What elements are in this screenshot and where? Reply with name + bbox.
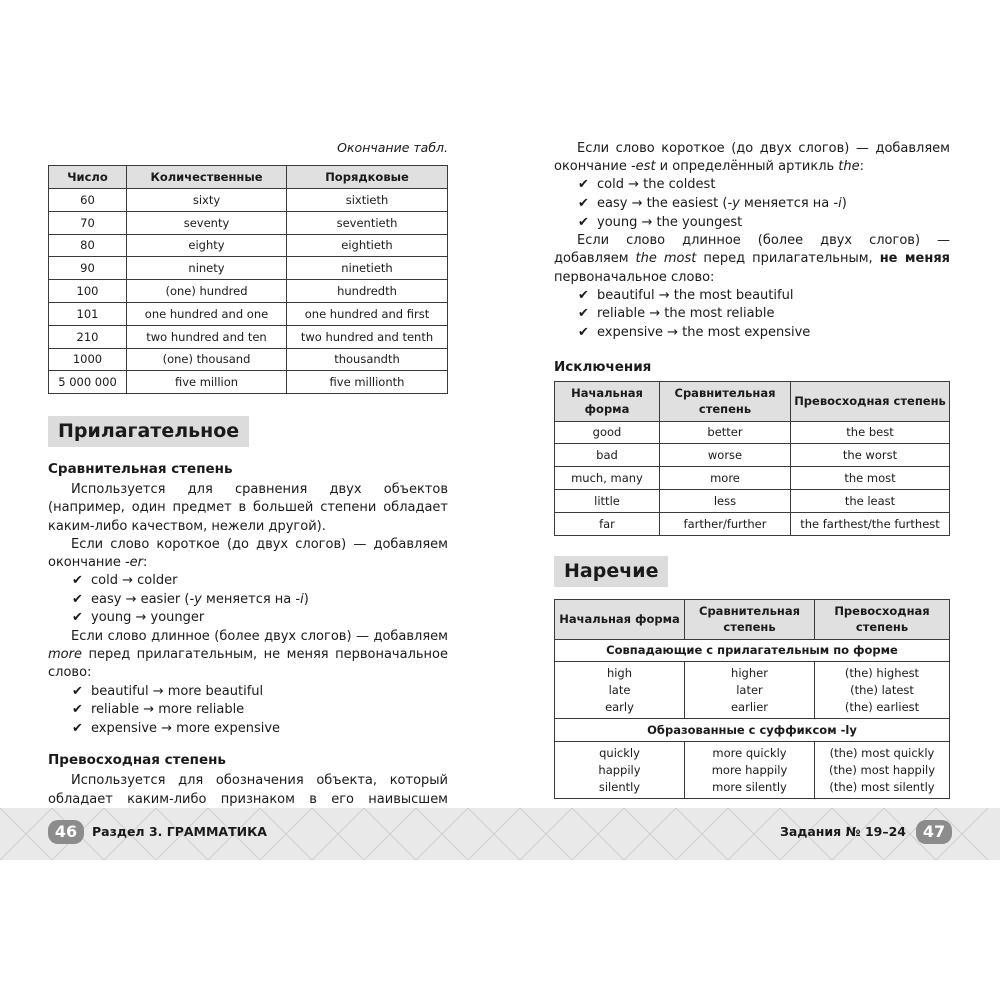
table-header-row bbox=[555, 599, 950, 639]
cell-line: (the) latest bbox=[850, 683, 914, 698]
example-text: cold → the coldest bbox=[597, 177, 716, 193]
superlative-short-rule bbox=[554, 140, 950, 176]
check-icon: ✔ bbox=[72, 591, 83, 607]
cardinal-cell: (one) thousand bbox=[127, 348, 287, 371]
superlative-cell: the best bbox=[791, 421, 950, 444]
list-item bbox=[578, 176, 950, 195]
comparative-paragraph: Используется для сравнения двух объектов (например, один предмет в большей степени обладает каким-либо качеством, нежели другой). bbox=[48, 482, 448, 534]
check-icon: ✔ bbox=[578, 196, 589, 211]
list-item bbox=[578, 305, 950, 324]
left-running-head: Раздел 3. ГРАММАТИКА bbox=[92, 824, 267, 839]
cell-line: silently bbox=[598, 779, 641, 794]
example-note-italic: -y bbox=[189, 591, 202, 607]
superlative-long-examples bbox=[578, 287, 950, 343]
right-page-number: 47 bbox=[916, 820, 952, 844]
comparative-cell: farther/further bbox=[660, 512, 791, 535]
number-cell: 70 bbox=[49, 211, 127, 234]
example-text: easy → easier ( bbox=[91, 591, 190, 607]
cell-line: happily bbox=[598, 762, 641, 777]
comparative-cell: less bbox=[660, 489, 791, 512]
header-base-form: Начальная форма bbox=[555, 381, 660, 421]
cardinal-cell: one hundred and one bbox=[127, 302, 287, 325]
number-cell: 5 000 000 bbox=[49, 371, 127, 394]
example-note-end: ) bbox=[303, 591, 309, 607]
rule-text-end: : bbox=[143, 554, 148, 570]
check-icon: ✔ bbox=[72, 702, 83, 718]
superlative-heading: Превосходная степень bbox=[48, 752, 226, 769]
base-cell: far bbox=[555, 512, 660, 535]
cell-line: earlier bbox=[730, 699, 769, 714]
number-cell: 60 bbox=[49, 189, 127, 212]
table-row bbox=[49, 325, 448, 348]
superlative-long-rule bbox=[554, 232, 950, 287]
example-note: меняется на bbox=[201, 591, 296, 607]
cardinal-cell: (one) hundred bbox=[127, 280, 287, 303]
rule-word: the most bbox=[635, 251, 697, 267]
superlative-cell: the farthest/the furthest bbox=[791, 512, 950, 535]
header-comparative: Сравнительная степень bbox=[685, 599, 815, 639]
ordinal-cell: five millionth bbox=[287, 371, 448, 394]
comparative-heading: Сравнительная степень bbox=[48, 461, 233, 478]
list-item bbox=[578, 324, 950, 343]
header-ordinal: Порядковые bbox=[287, 166, 448, 189]
table-header-row bbox=[555, 381, 950, 421]
table-row bbox=[49, 257, 448, 280]
cell-line: (the) earliest bbox=[844, 699, 920, 714]
check-icon: ✔ bbox=[72, 610, 83, 626]
cardinal-cell: seventy bbox=[127, 211, 287, 234]
check-icon: ✔ bbox=[578, 177, 589, 193]
right-page bbox=[554, 140, 950, 799]
cell-line: later bbox=[736, 683, 763, 698]
cell-line: more silently bbox=[712, 779, 787, 794]
superlative-cell bbox=[815, 742, 950, 799]
check-icon: ✔ bbox=[578, 324, 589, 340]
table-row bbox=[555, 444, 950, 467]
list-item bbox=[72, 701, 448, 720]
number-cell: 100 bbox=[49, 280, 127, 303]
rule-text-end: перед прилагательным, не меняя первоначальное слово: bbox=[48, 647, 448, 681]
table-row bbox=[49, 280, 448, 303]
table-row bbox=[555, 467, 950, 490]
rule-text: и определённый артикль bbox=[655, 159, 839, 175]
base-cell bbox=[555, 662, 685, 719]
number-cell: 101 bbox=[49, 302, 127, 325]
superlative-short-examples bbox=[578, 176, 950, 232]
cardinal-cell: sixty bbox=[127, 189, 287, 212]
comparative-cell bbox=[685, 662, 815, 719]
example-text: reliable → the most reliable bbox=[597, 306, 775, 322]
cardinal-cell: five million bbox=[127, 371, 287, 394]
group-row bbox=[555, 719, 950, 742]
example-note-end: ) bbox=[841, 196, 847, 211]
rule-suffix: -est bbox=[630, 159, 656, 175]
check-icon: ✔ bbox=[578, 214, 589, 230]
check-icon: ✔ bbox=[578, 287, 589, 303]
cardinal-cell: eighty bbox=[127, 234, 287, 257]
rule-text: Если слово короткое (до двух слогов) — добавляем окончание bbox=[554, 141, 950, 175]
group-title: Совпадающие с прилагательным по форме bbox=[555, 639, 950, 662]
header-comparative: Сравнительная степень bbox=[660, 381, 791, 421]
section-title-adjective: Прилагательное bbox=[48, 416, 249, 447]
left-page bbox=[48, 140, 448, 827]
number-cell: 80 bbox=[49, 234, 127, 257]
ordinal-cell: seventieth bbox=[287, 211, 448, 234]
rule-text: перед прилагательным, bbox=[696, 251, 880, 267]
ordinal-cell: sixtieth bbox=[287, 189, 448, 212]
group-title: Образованные с суффиксом -ly bbox=[555, 719, 950, 742]
example-note-italic: -i bbox=[295, 591, 304, 607]
base-cell: much, many bbox=[555, 467, 660, 490]
exceptions-heading: Исключения bbox=[554, 358, 652, 375]
ordinal-cell: ninetieth bbox=[287, 257, 448, 280]
ordinal-cell: thousandth bbox=[287, 348, 448, 371]
rule-suffix: -er bbox=[124, 554, 144, 570]
comparative-cell: better bbox=[660, 421, 791, 444]
header-superlative: Превосходная степень bbox=[791, 381, 950, 421]
cell-line: more happily bbox=[711, 762, 788, 777]
list-item bbox=[72, 683, 448, 702]
header-number: Число bbox=[49, 166, 127, 189]
superlative-cell: the least bbox=[791, 489, 950, 512]
base-cell bbox=[555, 742, 685, 799]
adverb-table bbox=[554, 599, 950, 800]
table-row bbox=[49, 211, 448, 234]
check-icon: ✔ bbox=[72, 573, 83, 589]
cell-line: higher bbox=[731, 666, 768, 681]
list-item bbox=[578, 195, 950, 214]
rule-article: the bbox=[838, 159, 860, 175]
example-text: reliable → more reliable bbox=[91, 702, 245, 718]
example-text: beautiful → more beautiful bbox=[91, 683, 264, 699]
cell-line: (the) most happily bbox=[828, 762, 936, 777]
number-cell: 1000 bbox=[49, 348, 127, 371]
table-row bbox=[555, 742, 950, 799]
exceptions-table bbox=[554, 381, 950, 536]
table-row bbox=[49, 371, 448, 394]
example-text: beautiful → the most beautiful bbox=[597, 287, 794, 303]
example-note-italic: -y bbox=[727, 196, 740, 211]
list-item bbox=[578, 287, 950, 306]
rule-text-end: первоначальное слово: bbox=[554, 269, 715, 285]
left-page-number: 46 bbox=[48, 820, 84, 844]
table-row bbox=[49, 234, 448, 257]
superlative-cell: the worst bbox=[791, 444, 950, 467]
base-cell: good bbox=[555, 421, 660, 444]
cell-line: high bbox=[606, 666, 633, 681]
comparative-long-rule bbox=[48, 628, 448, 683]
cell-line: (the) highest bbox=[844, 666, 920, 681]
check-icon: ✔ bbox=[72, 683, 83, 699]
base-cell: bad bbox=[555, 444, 660, 467]
table-row bbox=[49, 348, 448, 371]
list-item bbox=[578, 214, 950, 233]
check-icon: ✔ bbox=[72, 720, 83, 736]
rule-text: Если слово короткое (до двух слогов) — добавляем окончание bbox=[48, 536, 448, 570]
cell-line: late bbox=[608, 683, 631, 698]
superlative-cell: the most bbox=[791, 467, 950, 490]
header-base-form: Начальная форма bbox=[555, 599, 685, 639]
header-superlative: Превосходная степень bbox=[815, 599, 950, 639]
table-row bbox=[555, 421, 950, 444]
table-row bbox=[49, 189, 448, 212]
table-row bbox=[555, 662, 950, 719]
example-text: expensive → more expensive bbox=[91, 720, 281, 736]
list-item bbox=[72, 609, 448, 628]
base-cell: little bbox=[555, 489, 660, 512]
number-cell: 210 bbox=[49, 325, 127, 348]
table-row bbox=[555, 512, 950, 535]
comparative-short-examples bbox=[72, 572, 448, 628]
cardinal-cell: ninety bbox=[127, 257, 287, 280]
table-row bbox=[555, 489, 950, 512]
list-item bbox=[72, 572, 448, 591]
table-header-row bbox=[49, 166, 448, 189]
ordinal-cell: one hundred and first bbox=[287, 302, 448, 325]
cell-line: (the) most silently bbox=[829, 779, 935, 794]
example-text: cold → colder bbox=[91, 573, 178, 589]
superlative-cell bbox=[815, 662, 950, 719]
right-running-head: Задания № 19–24 bbox=[779, 824, 906, 839]
rule-text: Если слово длинное (более двух слогов) — добавляем bbox=[71, 628, 448, 644]
superlative-paragraph: Используется для обозначения объекта, который обладает каким-либо признаком в его наивысшем bbox=[48, 773, 448, 807]
rule-bold: не меняя bbox=[879, 251, 951, 267]
ordinal-cell: hundredth bbox=[287, 280, 448, 303]
group-row bbox=[555, 639, 950, 662]
section-title-adverb: Наречие bbox=[554, 556, 668, 587]
cell-line: more quickly bbox=[712, 746, 787, 761]
numbers-table bbox=[48, 165, 448, 394]
example-note: меняется на bbox=[739, 196, 834, 211]
example-text: young → younger bbox=[91, 610, 205, 626]
number-cell: 90 bbox=[49, 257, 127, 280]
comparative-cell bbox=[685, 742, 815, 799]
ordinal-cell: eightieth bbox=[287, 234, 448, 257]
cell-line: early bbox=[605, 699, 634, 714]
list-item bbox=[72, 591, 448, 610]
cell-line: quickly bbox=[599, 746, 640, 761]
example-text: easy → the easiest ( bbox=[597, 196, 728, 211]
comparative-cell: worse bbox=[660, 444, 791, 467]
example-note-italic: -i bbox=[833, 196, 842, 211]
example-text: young → the youngest bbox=[597, 214, 743, 230]
rule-word: more bbox=[48, 647, 82, 663]
header-cardinal: Количественные bbox=[127, 166, 287, 189]
check-icon: ✔ bbox=[578, 306, 589, 322]
cell-line: (the) most quickly bbox=[829, 746, 935, 761]
ordinal-cell: two hundred and tenth bbox=[287, 325, 448, 348]
rule-text: Если слово длинное (более двух слогов) — добавляем bbox=[554, 233, 950, 267]
comparative-short-rule bbox=[48, 536, 448, 572]
table-caption: Окончание табл. bbox=[337, 140, 448, 155]
comparative-cell: more bbox=[660, 467, 791, 490]
example-text: expensive → the most expensive bbox=[597, 324, 811, 340]
table-row bbox=[49, 302, 448, 325]
cardinal-cell: two hundred and ten bbox=[127, 325, 287, 348]
comparative-long-examples bbox=[72, 683, 448, 739]
list-item bbox=[72, 720, 448, 739]
rule-text-end: : bbox=[859, 159, 865, 175]
